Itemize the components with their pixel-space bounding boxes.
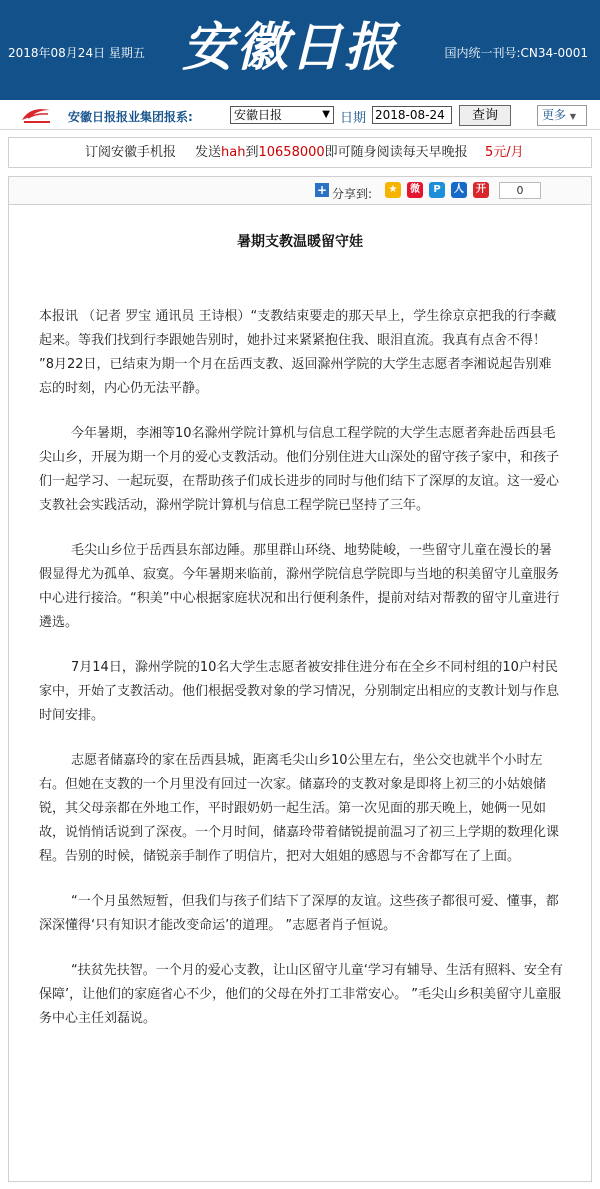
issue-date: 2018年08月24日 星期五: [8, 46, 145, 60]
more-button[interactable]: [537, 105, 587, 126]
subscription-instructions: 发送hah到10658000即可随身阅读每天早晚报: [195, 145, 468, 160]
article-panel: [8, 176, 592, 1182]
chevron-down-icon: ▼: [322, 109, 330, 120]
share-count: 0: [499, 182, 541, 199]
share-label: 分享到:: [332, 187, 373, 201]
kaixin-icon[interactable]: 开: [473, 182, 489, 198]
date-input[interactable]: 2018-08-24: [372, 106, 452, 124]
toolbar: [0, 100, 600, 130]
issn-number: 国内统一刊号:CN34-0001: [444, 46, 588, 60]
qzone-icon[interactable]: ★: [385, 182, 401, 198]
article-paragraph: 7月14日，滁州学院的10名大学生志愿者被安排住进分布在全乡不同村组的10户村民家中，开始了支教活动。他们根据受教对象的学习情况，分别制定出相应的支教计划与作息时间安排。: [39, 660, 560, 723]
date-label: 日期: [340, 111, 367, 126]
weibo-icon[interactable]: 微: [407, 182, 423, 198]
sms-number: 10658000: [258, 145, 325, 160]
chevron-down-icon: ▼: [569, 112, 576, 121]
paper-select-value: 安徽日报: [234, 108, 283, 122]
subscription-price: 5元/月: [485, 145, 524, 160]
newspaper-logo[interactable]: 安徽日报: [181, 17, 398, 78]
group-logo-icon: [20, 104, 54, 124]
article-paragraph: 今年暑期，李湘等10名滁州学院计算机与信息工程学院的大学生志愿者奔赴岳西县毛尖山乡，开展为期一个月的爱心支教活动。他们分别住进大山深处的留守孩子家中，和孩子们一起学习、一起玩耍，在帮助孩子们成长进步的同时与他们结下了深厚的友谊。这一爱心支教社会实践活动，滁州学院计算机与信息工程学院已坚持了三年。: [39, 426, 560, 513]
subscription-banner[interactable]: [8, 137, 592, 168]
article-paragraph: 本报讯 （记者 罗宝 通讯员 王诗根）“支教结束要走的那天早上，学生徐京京把我的行李藏起来。等我们找到行李跟她告别时，她扑过来紧紧抱住我、眼泪直流。我真有点舍不得！ ”8月22日，已结束为期一个月在岳西支教、返回滁州学院的大学生志愿者李湘说起告别难忘的时刻，内心仍无法平静。: [39, 309, 557, 396]
group-label: 安徽日报报业集团报系:: [68, 110, 193, 124]
article-paragraph: “扶贫先扶智。一个月的爱心支教，让山区留守儿童‘学习有辅导、生活有照料、安全有保障’，让他们的家庭省心不少，他们的父母在外打工非常安心。 ”毛尖山乡积美留守儿童服务中心主任刘磊说。: [39, 963, 563, 1026]
paper-select[interactable]: [230, 106, 334, 124]
query-button[interactable]: 查询: [459, 105, 511, 126]
article-body: [39, 305, 563, 1052]
share-plus-icon[interactable]: +: [316, 183, 328, 197]
article-title: 暑期支教温暖留守娃: [237, 234, 363, 250]
subscription-title: 订阅安徽手机报: [85, 145, 177, 160]
article-paragraph: 毛尖山乡位于岳西县东部边陲。那里群山环绕、地势陡峻，一些留守儿童在漫长的暑假显得尤为孤单、寂寞。今年暑期来临前，滁州学院信息学院即与当地的积美留守儿童服务中心进行接洽。“积美”中心根据家庭状况和出行便利条件，提前对结对帮教的留守儿童进行遴选。: [39, 543, 560, 630]
article-paragraph: “一个月虽然短暂，但我们与孩子们结下了深厚的友谊。这些孩子都很可爱、懂事，都深深懂得‘只有知识才能改变命运’的道理。 ”志愿者肖子恒说。: [39, 894, 559, 933]
more-button-label: 更多: [542, 108, 567, 122]
tencent-weibo-icon[interactable]: P: [429, 182, 445, 198]
article-paragraph: 志愿者储嘉玲的家在岳西县城，距离毛尖山乡10公里左右，坐公交也就半个小时左右。但她在支教的一个月里没有回过一次家。储嘉玲的支教对象是即将上初三的小姑娘储锐，其父母亲都在外地工作，平时跟奶奶一起生活。第一次见面的那天晚上，她俩一见如故，说悄悄话说到了深夜。一个月时间，储嘉玲带着储锐提前温习了初三上学期的数理化课程。告别的时候，储锐亲手制作了明信片，把对大姐姐的感恩与不舍都写在了上面。: [39, 753, 560, 864]
masthead: [0, 0, 600, 100]
sms-code: hah: [221, 145, 246, 160]
renren-icon[interactable]: 人: [451, 182, 467, 198]
share-bar: [9, 177, 591, 205]
